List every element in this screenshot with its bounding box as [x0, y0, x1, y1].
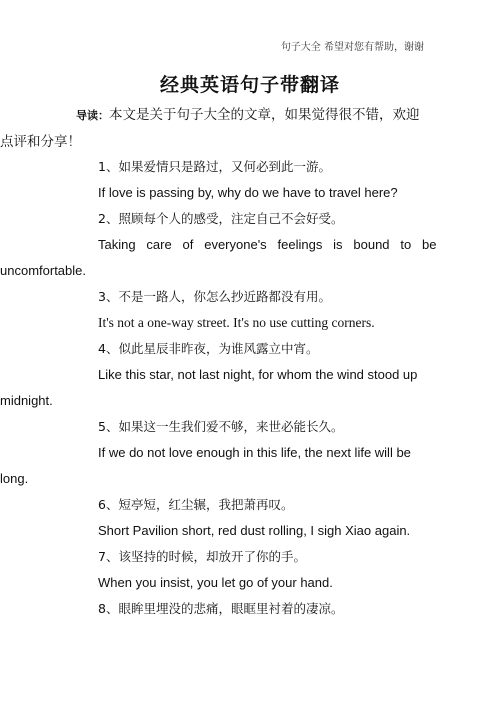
intro-line-1: 本文是关于句子大全的文章，如果觉得很不错，欢迎: [109, 107, 420, 123]
sentence-zh: 7、该坚持的时候，却放开了你的手。: [98, 549, 306, 564]
sentence-zh: 5、如果这一生我们爱不够，来世必能长久。: [98, 419, 344, 434]
page-title: 经典英语句子带翻译: [159, 74, 340, 96]
sentence-list: [0, 154, 437, 622]
sentence-zh: 3、不是一路人，你怎么抄近路都没有用。: [98, 289, 331, 304]
sentence-en: Like this star, not last night, for whom the wind stood up: [98, 367, 418, 382]
sentence-en: If love is passing by, why do we have to travel here?: [98, 185, 398, 200]
sentence-en-continued: long.: [0, 471, 29, 486]
sentence-en: If we do not love enough in this life, the next life will be: [98, 445, 411, 460]
page-header: 句子大全 希望对您有帮助，谢谢: [280, 42, 424, 53]
sentence-zh: 4、似此星辰非昨夜，为谁风露立中宵。: [98, 341, 319, 356]
sentence-en-continued: midnight.: [0, 393, 53, 408]
sentence-zh: 8、眼眸里埋没的悲痛，眼眶里衬着的凄凉。: [98, 601, 344, 616]
sentence-en: Taking care of everyone's feelings is bound to be: [98, 237, 437, 252]
sentence-zh: 6、短亭短，红尘辗，我把萧再叹。: [98, 497, 294, 512]
sentence-en: It's not a one-way street. It's no use cutting corners.: [98, 315, 375, 330]
intro-line-2: 点评和分享！: [0, 134, 81, 150]
intro-label: 导读：: [76, 109, 109, 122]
sentence-en-continued: uncomfortable.: [0, 263, 86, 278]
sentence-en: When you insist, you let go of your hand.: [98, 575, 333, 590]
sentence-en: Short Pavilion short, red dust rolling, I sigh Xiao again.: [98, 523, 411, 538]
sentence-zh: 2、照顾每个人的感受，注定自己不会好受。: [98, 211, 344, 226]
intro-paragraph: [0, 102, 426, 155]
sentence-zh: 1、如果爱情只是路过，又何必到此一游。: [98, 159, 331, 174]
